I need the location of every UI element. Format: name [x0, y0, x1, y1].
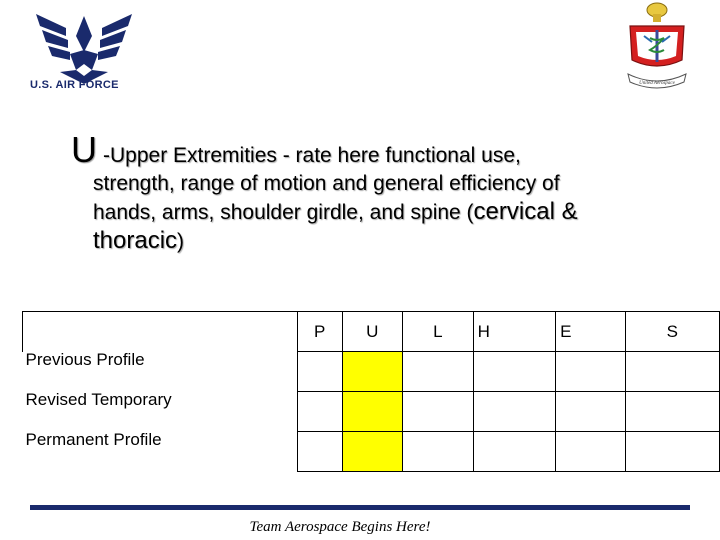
cell-l[interactable] [403, 392, 474, 432]
table-row [23, 432, 720, 472]
row-label-revised-temporary: Revised Temporary [25, 389, 172, 409]
slide-heading [71, 129, 671, 256]
cell-p[interactable] [297, 432, 342, 472]
cell-l[interactable] [403, 432, 474, 472]
cell-e[interactable] [556, 392, 626, 432]
cell-h[interactable] [473, 392, 555, 432]
profile-table [22, 311, 720, 472]
table-row [23, 392, 720, 432]
table-header-row [23, 312, 720, 352]
column-header-l: L [403, 312, 474, 352]
cell-p[interactable] [297, 352, 342, 392]
heading-line-2: strength, range of motion and general efficiency of [93, 172, 560, 195]
heading-line-3: hands, arms, shoulder girdle, and spine (cervical & [93, 198, 578, 225]
cell-s[interactable] [625, 352, 719, 392]
footer-divider [30, 505, 690, 510]
table-corner-cell [23, 312, 298, 352]
cell-u-highlighted[interactable] [342, 352, 403, 392]
column-header-e: E [556, 312, 626, 352]
cell-e[interactable] [556, 352, 626, 392]
cell-e[interactable] [556, 432, 626, 472]
cell-h[interactable] [473, 432, 555, 472]
air-force-logo-text: U.S. AIR FORCE [30, 79, 119, 91]
heading-line-4: thoracic) [93, 227, 185, 254]
row-label-permanent-profile: Permanent Profile [25, 429, 162, 449]
footer-slogan: Team Aerospace Begins Here! [249, 519, 431, 535]
crest-motto: United Aerospace [639, 81, 675, 86]
cell-s[interactable] [625, 392, 719, 432]
cell-s[interactable] [625, 432, 719, 472]
cell-u-highlighted[interactable] [342, 392, 403, 432]
row-label-previous-profile: Previous Profile [25, 349, 145, 369]
cell-h[interactable] [473, 352, 555, 392]
column-header-s: S [625, 312, 719, 352]
profile-letter: U [71, 129, 97, 170]
cell-l[interactable] [403, 352, 474, 392]
column-header-p: P [297, 312, 342, 352]
column-header-u: U [342, 312, 403, 352]
table-row [23, 352, 720, 392]
column-header-h: H [473, 312, 555, 352]
cell-u-highlighted[interactable] [342, 432, 403, 472]
medical-crest-icon [622, 0, 692, 96]
cell-p[interactable] [297, 392, 342, 432]
heading-line-1: -Upper Extremities - rate here functional use, [103, 144, 521, 167]
